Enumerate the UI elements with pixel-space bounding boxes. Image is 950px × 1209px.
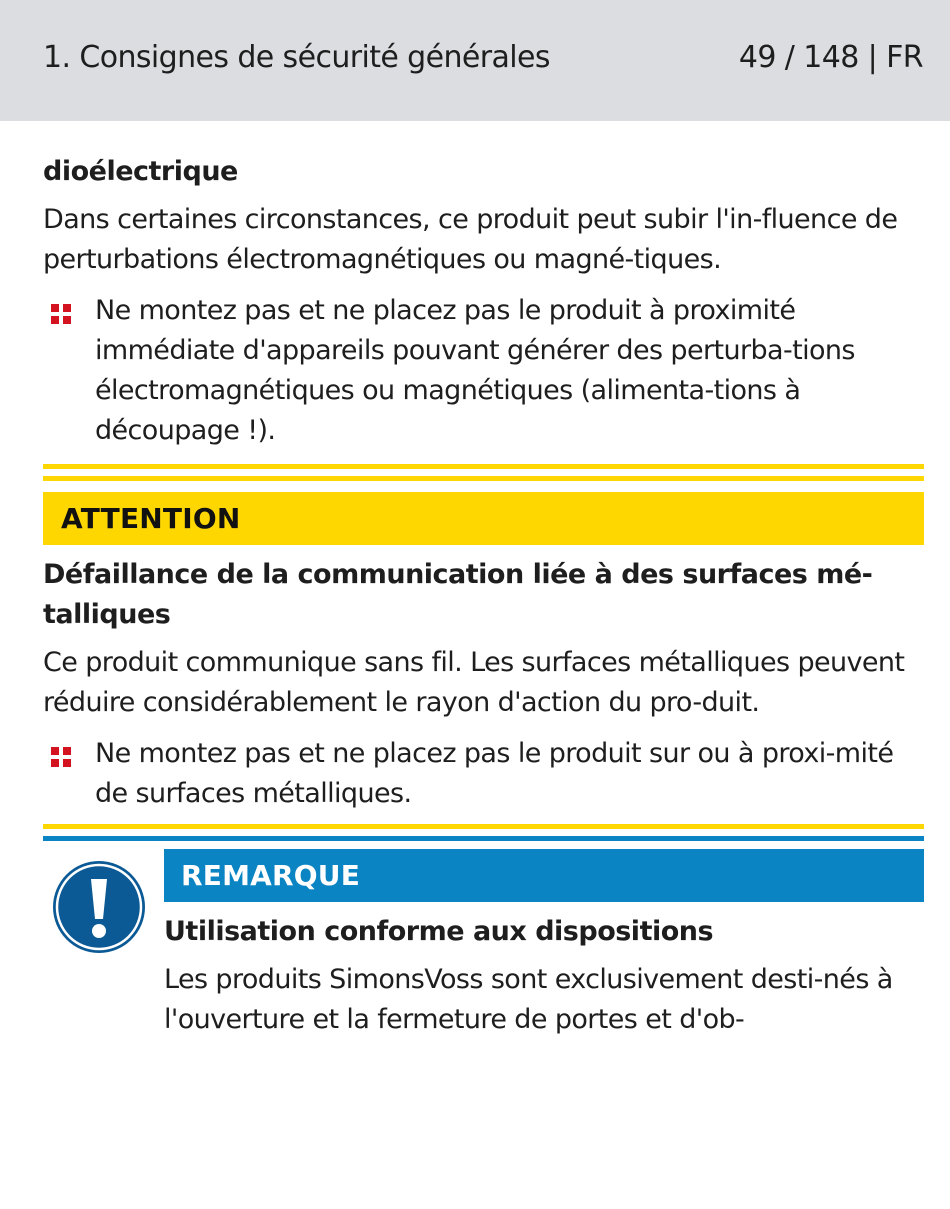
attention-heading: Défaillance de la communication liée à des surfaces mé-talliques bbox=[43, 559, 873, 630]
remarque-banner: REMARQUE bbox=[164, 849, 924, 902]
attention-body: Ce produit communique sans fil. Les surfaces métalliques peuvent réduire considérablement le rayon d'action du pro-duit. bbox=[43, 647, 905, 718]
section-body: Dans certaines circonstances, ce produit peut subir l'in-fluence de perturbations électromagnétiques ou magné-tiques. bbox=[43, 204, 898, 275]
divider-blue bbox=[43, 836, 924, 841]
divider-yellow bbox=[43, 464, 924, 469]
remarque-body: Les produits SimonsVoss sont exclusivement desti-nés à l'ouverture et la fermeture de portes et d'ob- bbox=[164, 964, 893, 1035]
divider-yellow bbox=[43, 824, 924, 829]
list-item-text: Ne montez pas et ne placez pas le produit à proximité immédiate d'appareils pouvant générer des perturba-tions électromagnétiques ou magnétiques (alimenta-tions à découpage !). bbox=[95, 295, 855, 446]
red-squares-bullet-icon bbox=[51, 304, 71, 324]
exclamation-circle-icon bbox=[51, 859, 147, 955]
list-item-text: Ne montez pas et ne placez pas le produit sur ou à proxi-mité de surfaces métalliques. bbox=[95, 738, 894, 809]
section-heading: dioélectrique bbox=[43, 156, 238, 187]
list-item bbox=[43, 734, 924, 814]
chapter-title: 1. Consignes de sécurité générales bbox=[43, 40, 550, 75]
section-interference bbox=[43, 152, 924, 451]
page-number: 49 / 148 | FR bbox=[738, 40, 923, 75]
attention-banner: ATTENTION bbox=[43, 492, 924, 545]
divider-yellow bbox=[43, 476, 924, 481]
page-content bbox=[43, 152, 924, 1040]
page-header bbox=[0, 0, 950, 121]
red-squares-bullet-icon bbox=[51, 747, 71, 767]
remarque-content bbox=[164, 849, 924, 1040]
remarque-heading: Utilisation conforme aux dispositions bbox=[164, 916, 714, 947]
remarque-box bbox=[43, 849, 924, 1040]
list-item bbox=[43, 291, 924, 451]
attention-box bbox=[43, 492, 924, 814]
